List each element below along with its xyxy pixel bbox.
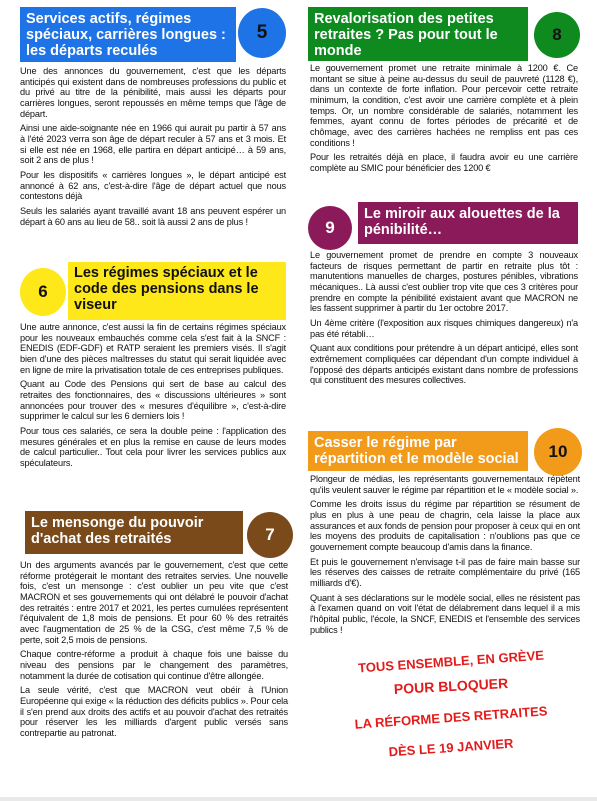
paragraph: Un des arguments avancés par le gouvernement, c'est que cette réforme protégerait le montant des retraites servies. Une nouvelle fois, c'est un mensonge : c'est oublier un peu vite que c'est MACRON et ses gouvernements qui ont délabré le pouvoir d'achat des retraités : entre 2017 et 2021, les pertes cumulées représentent l'équivalent de 1,8 mois de pensions. Et pour 60 % des retraités avec l'augmentation de 25 % de la CSG, c'est même 7,5 % de perte, soit 2,5 mois de pensions. [20,560,288,645]
slogan-line-1: TOUS ENSEMBLE, EN GRÈVE [357,647,545,676]
paragraph: Le gouvernement promet une retraite minimale à 1200 €. Ce montant se situe à peine au-dessus du seuil de pauvreté (1128 €), dans un contexte de forte inflation. Pour percevoir cette retraite minimum, la condition, c'est avoir une carrière complète et à plein temps. Or, un nombre considérable de salariés, notamment les femmes, ayant connu de fortes périodes de précarité et de chômage, avec des carrières hachées ne rempliss ent pas ces conditions ! [310,63,578,148]
section-6-body [20,322,286,473]
paragraph: Pour les retraités déjà en place, il faudra avoir eu une carrière complète au SMIC pour bénéficier des 1200 € [310,152,578,174]
section-7-number-badge: 7 [247,512,293,558]
slogan-line-4: DÈS LE 19 JANVIER [388,735,514,760]
section-5-title: Services actifs, régimes spéciaux, carrières longues : les départs reculés [20,7,236,62]
section-5-number-badge: 5 [238,8,286,58]
section-7-body [20,560,288,743]
slogan-line-2: POUR BLOQUER [393,675,509,697]
section-8-title: Revalorisation des petites retraites ? Pas pour tout le monde [308,7,528,61]
section-8-number-badge: 8 [534,12,580,58]
paragraph: Comme les droits issus du régime par répartition se résument de plus en plus à une peau de chagrin, cela laisse la place aux assurances et aux fonds de pension pour proposer à ceux qui en ont les moyens des produits de capitalisation : n'oublions pas que ce gouvernement compte beaucoup d'amis dans la finance. [310,499,580,553]
paragraph: Et puis le gouvernement n'envisage t-il pas de faire main basse sur les réserves des caisses de retraite complémentaire du privé (165 milliards d'€). [310,556,580,589]
paragraph: Pour les dispositifs « carrières longues », le départ anticipé est annoncé à 62 ans, c'est-à-dire l'âge de départ actuel que nous contestons déjà [20,170,286,202]
paragraph: Quant aux conditions pour prétendre à un départ anticipé, elles sont extrêmement compliquées car dépendant d'un compte individuel à l'opposé des départs anticipés existant dans nombre de professions qui constituent des mesures collectives. [310,343,578,386]
paragraph: Seuls les salariés ayant travaillé avant 18 ans peuvent espérer un départ à 60 ans au lieu de 58.. soit là aussi 2 ans de plus ! [20,206,286,227]
section-8-body [310,63,578,178]
section-6-number-badge: 6 [20,268,66,316]
section-7-title: Le mensonge du pouvoir d'achat des retraités [25,511,243,554]
paragraph: Plongeur de médias, les représentants gouvernementaux répètent qu'ils veulent sauver le régime par répartition et le « modèle social ». [310,474,580,495]
slogan-line-3: LA RÉFORME DES RETRAITES [354,703,548,732]
paragraph: La seule vérité, c'est que MACRON veut obéir à l'Union Européenne qui exige « la réduction des déficits publics ». Pour cela il s'en prend aux droits des actifs et au pouvoir d'achat des retraités pour réserver les les milliards d'argent public versés sans contrepartie au patronat. [20,685,289,739]
paragraph: Pour tous ces salariés, ce sera la double peine : l'application des mesures générales et en plus la remise en cause de leurs modes de calcul particulier.. Tout cela pour livrer les services publics aux spéculateurs. [20,426,286,469]
section-9-body [310,250,578,390]
paragraph: Le gouvernement promet de prendre en compte 3 nouveaux facteurs de risques permettant de partir en retraite plus tôt : manutentions manuelles de charges, postures pénibles, vibrations mécaniques.. Là aussi c'est oublier trop vite que ces 3 critères pour prendre en compte la pénibilité existaient avant que MACRON ne les fassent supprimer à partir du 1er octobre 2017. [310,250,578,314]
section-9-title: Le miroir aux alouettes de la pénibilité… [358,202,578,244]
paragraph: Quant au Code des Pensions qui sert de base au calcul des retraites des fonctionnaires, des « discussions ultérieures » sont annoncées pour trouver des « mesures d'équilibre », c'est-à-dire supprimer le calcul sur les 6 derniers lois ! [20,379,286,422]
section-9-number-badge: 9 [308,206,352,250]
paragraph: Chaque contre-réforme a produit à chaque fois une baisse du niveau des pensions par le changement des paramètres, notamment la durée de cotisation qui continue d'être allongée. [20,649,288,681]
section-10-title: Casser le régime par répartition et le modèle social [308,431,528,471]
section-10-body [310,474,580,639]
paragraph: Ainsi une aide-soignante née en 1966 qui aurait pu partir à 57 ans à l'été 2023 verra son âge de départ reculer à 57 ans et 3 mois. Et si elle est née en 1968, elle partira en départ anticipé… à 59 ans, soit 2 ans de plus ! [20,123,286,166]
section-5-body [20,66,286,231]
section-6-title: Les régimes spéciaux et le code des pensions dans le viseur [68,262,286,320]
paragraph: Une autre annonce, c'est aussi la fin de certains régimes spéciaux pour les nouveaux embauchés comme cela s'est fait à la SNCF : ENEDIS (EDF-GDF) et RATP seraient les premiers visés. Il s'agit bien d'une des pièces maîtresses du statut qui serait liquidée avec en ligne de mire la privatisation totale de ces entreprises publiques. [20,322,286,375]
paragraph: Un 4ème critère (l'exposition aux risques chimiques dangereux) n'a pas été rétabli… [310,318,578,339]
paragraph: Quant à ses déclarations sur le modèle social, elles ne résistent pas à l'examen quand on voit l'état de délabrement dans lequel il a mis l'hôpital public, l'école, la SNCF, ENEDIS et l'ensemble des services publics ! [310,592,580,635]
paragraph: Une des annonces du gouvernement, c'est que les départs anticipés qui existent dans de nombreuses professions du public et du privé au titre de la pénibilité, mais aussi les départs pour carrières longues, seront repoussés en même temps que l'âge de départ. [20,66,286,119]
section-10-number-badge: 10 [534,428,582,476]
page-bottom-divider [0,797,597,801]
